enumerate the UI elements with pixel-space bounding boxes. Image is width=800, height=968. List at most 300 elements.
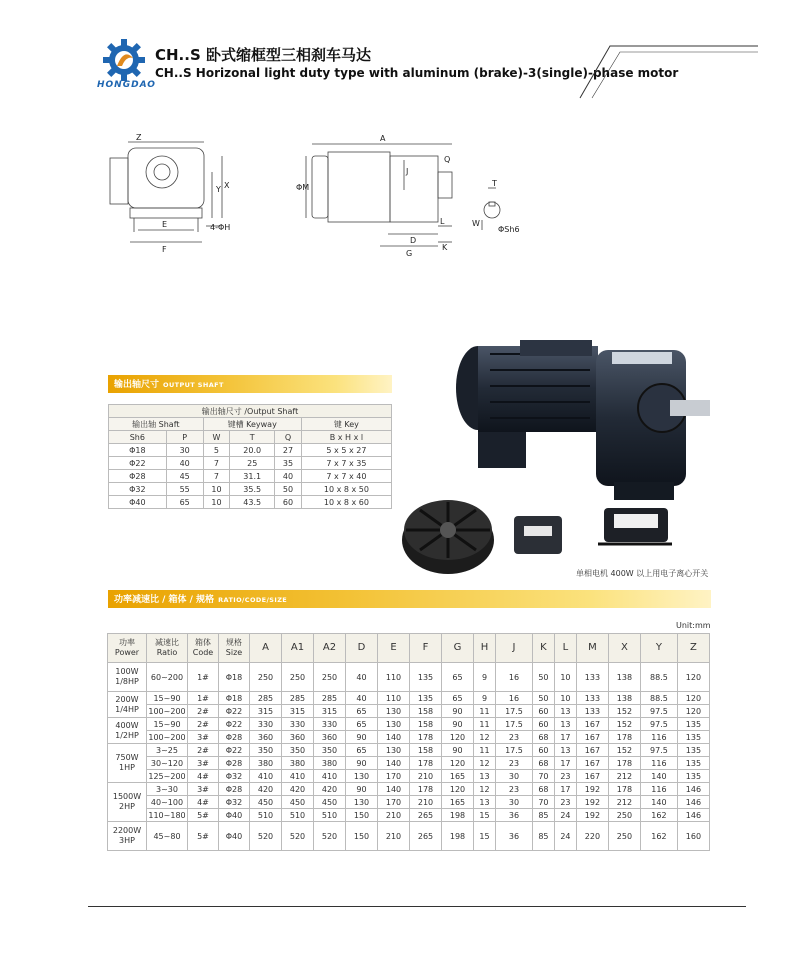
ratio-cell: 167: [576, 757, 608, 770]
ratio-cell: 192: [576, 783, 608, 796]
ratio-cell: 60: [532, 744, 554, 757]
ratio-cell: 410: [282, 770, 314, 783]
ratio-cell: 150: [346, 822, 378, 851]
ratio-cell: 140: [640, 796, 677, 809]
ratio-cell: 36: [495, 822, 532, 851]
header-dim: K: [532, 634, 554, 663]
ratio-cell: 140: [378, 783, 410, 796]
header-size-en: Size: [225, 648, 243, 657]
ratio-cell: 17: [554, 731, 576, 744]
ratio-cell: 198: [442, 809, 474, 822]
header-dim: H: [474, 634, 496, 663]
ratio-cell: 130: [378, 744, 410, 757]
ratio-cell: 158: [410, 718, 442, 731]
ratio-cell: 160: [677, 822, 709, 851]
ratio-cell: 162: [640, 809, 677, 822]
ratio-cell: 90: [346, 731, 378, 744]
ratio-cell: 110: [378, 663, 410, 692]
power-cell: [108, 663, 147, 692]
ratio-cell: 85: [532, 822, 554, 851]
shaft-cell: 25: [230, 457, 275, 470]
ratio-cell: 192: [576, 796, 608, 809]
ratio-cell: 2#: [188, 718, 219, 731]
ratio-table-row: [108, 809, 710, 822]
ratio-cell: 350: [282, 744, 314, 757]
ratio-table-row: [108, 705, 710, 718]
brake-disc: [402, 500, 494, 574]
shaft-cell: 7: [203, 457, 230, 470]
header-dim: A: [250, 634, 282, 663]
ratio-cell: 15: [474, 809, 496, 822]
power-watt: 400W: [115, 720, 139, 730]
ratio-cell: Φ28: [219, 731, 250, 744]
shaft-cell: 60: [275, 496, 302, 509]
ratio-cell: 178: [410, 731, 442, 744]
svg-text:L: L: [440, 217, 445, 226]
ratio-cell: 162: [640, 822, 677, 851]
ratio-cell: 152: [608, 718, 640, 731]
ratio-cell: 36: [495, 809, 532, 822]
ratio-cell: 220: [576, 822, 608, 851]
svg-text:E: E: [162, 220, 168, 229]
ratio-cell: 90: [346, 783, 378, 796]
ratio-cell: 315: [282, 705, 314, 718]
ratio-cell: Φ22: [219, 718, 250, 731]
ratio-cell: 315: [250, 705, 282, 718]
ratio-cell: 380: [250, 757, 282, 770]
ratio-cell: 135: [410, 692, 442, 705]
ratio-cell: 90: [346, 757, 378, 770]
ratio-cell: 120: [442, 757, 474, 770]
ratio-cell: 170: [378, 770, 410, 783]
ratio-cell: 13: [554, 718, 576, 731]
power-hp: 1HP: [119, 763, 135, 772]
ratio-cell: Φ22: [219, 744, 250, 757]
ratio-cell: 3#: [188, 757, 219, 770]
ratio-cell: 97.5: [640, 718, 677, 731]
svg-text:K: K: [442, 243, 448, 252]
ratio-cell: 100~200: [148, 732, 186, 742]
ratio-cell: 50: [532, 663, 554, 692]
header-size: [219, 634, 250, 663]
motor-caption: 单相电机 400W 以上用电子离心开关: [576, 569, 709, 578]
svg-text:Q: Q: [444, 155, 451, 164]
ratio-cell: 178: [410, 757, 442, 770]
header-dim: A2: [314, 634, 346, 663]
ratio-cell: Φ32: [219, 770, 250, 783]
shaft-cell: 5 x 5 x 27: [301, 444, 391, 457]
output-shaft-table: [108, 404, 392, 509]
ratio-cell: 11: [474, 705, 496, 718]
header-ratio-cn: 减速比: [155, 638, 179, 647]
header-dim: X: [608, 634, 640, 663]
shaft-table-row: [109, 444, 392, 457]
ratio-cell: 167: [576, 731, 608, 744]
shaft-col-header: T: [230, 431, 275, 444]
ratio-cell: 116: [640, 731, 677, 744]
ratio-section-cn: 功率减速比 / 箱体 / 规格: [114, 595, 215, 605]
header-code-cn: 箱体: [195, 638, 211, 647]
ratio-cell: 45~80: [147, 822, 188, 851]
ratio-cell: 12: [474, 757, 496, 770]
shaft-col-header: W: [203, 431, 230, 444]
ratio-cell: 5#: [188, 822, 219, 851]
power-cell: [108, 718, 147, 744]
ratio-cell: 158: [410, 744, 442, 757]
ratio-cell: 2#: [188, 705, 219, 718]
ratio-cell: 11: [474, 744, 496, 757]
ratio-cell: 24: [554, 822, 576, 851]
ratio-cell: 5#: [188, 809, 219, 822]
ratio-cell: 150: [346, 809, 378, 822]
brand-name: HONGDAO: [97, 80, 156, 90]
ratio-cell: 60: [532, 718, 554, 731]
ratio-cell: 17.5: [495, 718, 532, 731]
ratio-cell: 140: [378, 731, 410, 744]
svg-text:X: X: [224, 181, 230, 190]
shaft-cell: 31.1: [230, 470, 275, 483]
shaft-cell: 50: [275, 483, 302, 496]
dimension-drawings: [100, 130, 520, 270]
ratio-cell: 170: [378, 796, 410, 809]
ratio-cell: 68: [532, 757, 554, 770]
ratio-cell: 23: [495, 783, 532, 796]
ratio-cell: 146: [677, 796, 709, 809]
ratio-cell: 16: [495, 663, 532, 692]
ratio-cell: 65: [442, 692, 474, 705]
shaft-cell: 35.5: [230, 483, 275, 496]
ratio-cell: 23: [554, 796, 576, 809]
ratio-cell: 380: [314, 757, 346, 770]
ratio-cell: 110~180: [148, 810, 186, 820]
ratio-cell: 135: [677, 757, 709, 770]
header-ratio: [147, 634, 188, 663]
shaft-table-row: [109, 470, 392, 483]
header-power-cn: 功率: [119, 638, 135, 647]
ratio-cell: 360: [282, 731, 314, 744]
title-chinese: CH..S 卧式缩框型三相刹车马达: [155, 46, 371, 64]
ratio-cell: 420: [314, 783, 346, 796]
ratio-cell: 30: [495, 796, 532, 809]
shaft-cell: Φ32: [109, 483, 167, 496]
power-cell: [108, 783, 147, 822]
ratio-cell: 265: [410, 809, 442, 822]
ratio-cell: 140: [640, 770, 677, 783]
ratio-section-bar: [108, 590, 711, 608]
shaft-table-row: [109, 457, 392, 470]
header-power: [108, 634, 147, 663]
svg-text:D: D: [410, 236, 417, 245]
power-hp: 1/8HP: [115, 677, 139, 686]
ratio-cell: 70: [532, 796, 554, 809]
ratio-cell: 23: [495, 757, 532, 770]
svg-text:Z: Z: [136, 133, 142, 142]
ratio-cell: 13: [474, 770, 496, 783]
ratio-cell: 65: [346, 718, 378, 731]
ratio-cell: 250: [608, 822, 640, 851]
shaft-cell: 10 x 8 x 50: [301, 483, 391, 496]
ratio-cell: 17: [554, 783, 576, 796]
ratio-cell: Φ32: [219, 796, 250, 809]
ratio-cell: 198: [442, 822, 474, 851]
gear-motor-body: [456, 340, 710, 500]
hongdao-gear-logo: [100, 36, 148, 84]
ratio-cell: 130: [378, 705, 410, 718]
ratio-cell: 510: [250, 809, 282, 822]
ratio-cell: Φ22: [219, 705, 250, 718]
shaft-cell: 10: [203, 496, 230, 509]
footer-rule: [88, 906, 746, 907]
shaft-cell: Φ18: [109, 444, 167, 457]
ratio-cell: 3~25: [147, 744, 188, 757]
ratio-cell: 65: [442, 663, 474, 692]
svg-text:J: J: [406, 167, 409, 176]
ratio-cell: 210: [378, 809, 410, 822]
shaft-col-header: P: [166, 431, 203, 444]
ratio-cell: Φ40: [219, 822, 250, 851]
ratio-cell: 212: [608, 796, 640, 809]
header-dim: D: [346, 634, 378, 663]
ratio-cell: 90: [442, 705, 474, 718]
svg-text:W: W: [472, 219, 480, 228]
ratio-cell: 410: [250, 770, 282, 783]
ratio-cell: 2#: [188, 744, 219, 757]
shaft-cell: 20.0: [230, 444, 275, 457]
header-dim: M: [576, 634, 608, 663]
ratio-cell: 510: [314, 809, 346, 822]
ratio-cell: 15~90: [147, 718, 188, 731]
ratio-cell: 97.5: [640, 705, 677, 718]
ratio-cell: Φ28: [219, 783, 250, 796]
ratio-cell: 285: [314, 692, 346, 705]
ratio-cell: 97.5: [640, 744, 677, 757]
ratio-cell: 135: [677, 718, 709, 731]
shaft-cell: 7 x 7 x 40: [301, 470, 391, 483]
power-cell: [108, 744, 147, 783]
power-watt: 1500W: [112, 792, 142, 801]
ratio-cell: 250: [314, 663, 346, 692]
ratio-cell: 3~30: [147, 783, 188, 796]
svg-text:4-ΦH: 4-ΦH: [210, 223, 231, 232]
ratio-cell: 350: [314, 744, 346, 757]
ratio-cell: 40: [346, 692, 378, 705]
rectifier-module-2: [598, 508, 672, 544]
ratio-cell: 130: [378, 718, 410, 731]
ratio-cell: 158: [410, 705, 442, 718]
ratio-cell: 520: [282, 822, 314, 851]
output-shaft-section-en: OUTPUT SHAFT: [163, 381, 224, 389]
shaft-cell: 30: [166, 444, 203, 457]
ratio-cell: 510: [282, 809, 314, 822]
ratio-cell: 167: [576, 770, 608, 783]
ratio-cell: 138: [608, 692, 640, 705]
header-code: [188, 634, 219, 663]
power-hp: 2HP: [119, 802, 135, 811]
ratio-cell: 360: [314, 731, 346, 744]
ratio-cell: 146: [677, 783, 709, 796]
ratio-cell: 250: [282, 663, 314, 692]
shaft-group-header: 输出轴 Shaft: [109, 418, 204, 431]
ratio-cell: 116: [640, 757, 677, 770]
ratio-cell: 24: [554, 809, 576, 822]
header-size-cn: 规格: [226, 638, 242, 647]
shaft-cell: 7: [203, 470, 230, 483]
ratio-cell: 130: [346, 796, 378, 809]
ratio-cell: 133: [576, 705, 608, 718]
power-cell: [108, 692, 147, 718]
ratio-cell: 250: [608, 809, 640, 822]
header-decoration-lines: [560, 40, 760, 100]
keyway-group-header: 键槽 Keyway: [203, 418, 301, 431]
ratio-cell: 167: [576, 744, 608, 757]
ratio-cell: 3#: [188, 783, 219, 796]
header-dim: J: [495, 634, 532, 663]
ratio-cell: 17.5: [495, 705, 532, 718]
ratio-cell: 10: [554, 663, 576, 692]
ratio-cell: 90: [442, 718, 474, 731]
ratio-cell: 210: [410, 770, 442, 783]
ratio-cell: 12: [474, 731, 496, 744]
ratio-cell: 133: [576, 663, 608, 692]
header-code-en: Code: [192, 648, 214, 657]
ratio-cell: 17.5: [495, 744, 532, 757]
ratio-cell: 138: [608, 663, 640, 692]
ratio-cell: 130: [346, 770, 378, 783]
ratio-cell: 12: [474, 783, 496, 796]
ratio-table-row: [108, 663, 710, 692]
power-watt: 750W: [115, 753, 139, 762]
ratio-cell: 152: [608, 744, 640, 757]
ratio-cell: 178: [410, 783, 442, 796]
header-dim: Z: [677, 634, 709, 663]
ratio-cell: 68: [532, 731, 554, 744]
ratio-cell: 135: [677, 744, 709, 757]
ratio-cell: 9: [474, 692, 496, 705]
ratio-cell: 520: [314, 822, 346, 851]
ratio-cell: 88.5: [640, 663, 677, 692]
ratio-cell: 210: [410, 796, 442, 809]
ratio-section-en: RATIO/CODE/SIZE: [218, 596, 288, 604]
ratio-cell: 210: [378, 822, 410, 851]
motor-product-illustration: [400, 330, 730, 580]
ratio-table-row: [108, 731, 710, 744]
shaft-cell: 40: [275, 470, 302, 483]
shaft-cell: Φ40: [109, 496, 167, 509]
ratio-cell: 11: [474, 718, 496, 731]
power-watt: 2200W: [112, 826, 142, 835]
svg-text:G: G: [406, 249, 413, 258]
ratio-cell: 212: [608, 770, 640, 783]
ratio-cell: 146: [677, 809, 709, 822]
ratio-cell: 120: [677, 663, 709, 692]
ratio-cell: 30~120: [147, 757, 188, 770]
ratio-cell: 85: [532, 809, 554, 822]
ratio-cell: 135: [677, 731, 709, 744]
ratio-cell: 15: [474, 822, 496, 851]
header-dim: E: [378, 634, 410, 663]
svg-text:A: A: [380, 134, 386, 143]
ratio-table-row: [108, 692, 710, 705]
rectifier-module-1: [514, 516, 562, 554]
ratio-cell: Φ28: [219, 757, 250, 770]
shaft-cell: 43.5: [230, 496, 275, 509]
title-english: CH..S Horizonal light duty type with aluminum (brake)-3(single)-phase motor: [155, 66, 679, 80]
header-ratio-en: Ratio: [156, 648, 178, 657]
ratio-cell: 13: [474, 796, 496, 809]
ratio-cell: 135: [410, 663, 442, 692]
ratio-cell: 450: [250, 796, 282, 809]
ratio-cell: 520: [250, 822, 282, 851]
ratio-cell: 13: [554, 744, 576, 757]
ratio-cell: 116: [640, 783, 677, 796]
ratio-code-size-table: [107, 633, 710, 851]
header-dim: G: [442, 634, 474, 663]
ratio-cell: 120: [442, 731, 474, 744]
svg-text:T: T: [492, 179, 497, 188]
ratio-table-row: [108, 770, 710, 783]
shaft-cell: 55: [166, 483, 203, 496]
ratio-cell: 165: [442, 770, 474, 783]
header-dim: F: [410, 634, 442, 663]
ratio-cell: 125~200: [148, 771, 186, 781]
shaft-table-row: [109, 483, 392, 496]
ratio-table-row: [108, 718, 710, 731]
shaft-cell: 10: [203, 483, 230, 496]
ratio-cell: 265: [410, 822, 442, 851]
ratio-cell: 88.5: [640, 692, 677, 705]
ratio-cell: 120: [677, 705, 709, 718]
ratio-cell: 178: [608, 757, 640, 770]
ratio-cell: 420: [250, 783, 282, 796]
header-dim: Y: [640, 634, 677, 663]
output-shaft-section-cn: 输出轴尺寸: [114, 380, 160, 390]
ratio-cell: 330: [282, 718, 314, 731]
ratio-table-row: [108, 744, 710, 757]
key-group-header: 键 Key: [301, 418, 391, 431]
ratio-cell: 40~100: [147, 796, 188, 809]
ratio-cell: 120: [442, 783, 474, 796]
ratio-cell: 315: [314, 705, 346, 718]
unit-label: Unit:mm: [676, 621, 711, 630]
ratio-cell: 110: [378, 692, 410, 705]
shaft-cell: 40: [166, 457, 203, 470]
power-hp: 3HP: [119, 836, 135, 845]
ratio-cell: 250: [250, 663, 282, 692]
ratio-cell: 330: [314, 718, 346, 731]
ratio-cell: 60: [532, 705, 554, 718]
ratio-cell: 65: [346, 705, 378, 718]
ratio-cell: 1#: [188, 663, 219, 692]
side-view-drawing: [306, 144, 452, 246]
ratio-cell: 285: [250, 692, 282, 705]
ratio-cell: 178: [608, 783, 640, 796]
ratio-cell: 140: [378, 757, 410, 770]
ratio-cell: 135: [677, 770, 709, 783]
header-dim: A1: [282, 634, 314, 663]
output-shaft-table-title: 输出轴尺寸 /Output Shaft: [109, 405, 392, 418]
shaft-cell: 27: [275, 444, 302, 457]
ratio-cell: 450: [282, 796, 314, 809]
header-dim: L: [554, 634, 576, 663]
ratio-cell: 23: [495, 731, 532, 744]
ratio-cell: 16: [495, 692, 532, 705]
ratio-cell: 4#: [188, 770, 219, 783]
shaft-col-header: Q: [275, 431, 302, 444]
svg-text:ΦSh6: ΦSh6: [498, 225, 520, 234]
ratio-cell: 68: [532, 783, 554, 796]
ratio-cell: 350: [250, 744, 282, 757]
shaft-cell: Φ28: [109, 470, 167, 483]
